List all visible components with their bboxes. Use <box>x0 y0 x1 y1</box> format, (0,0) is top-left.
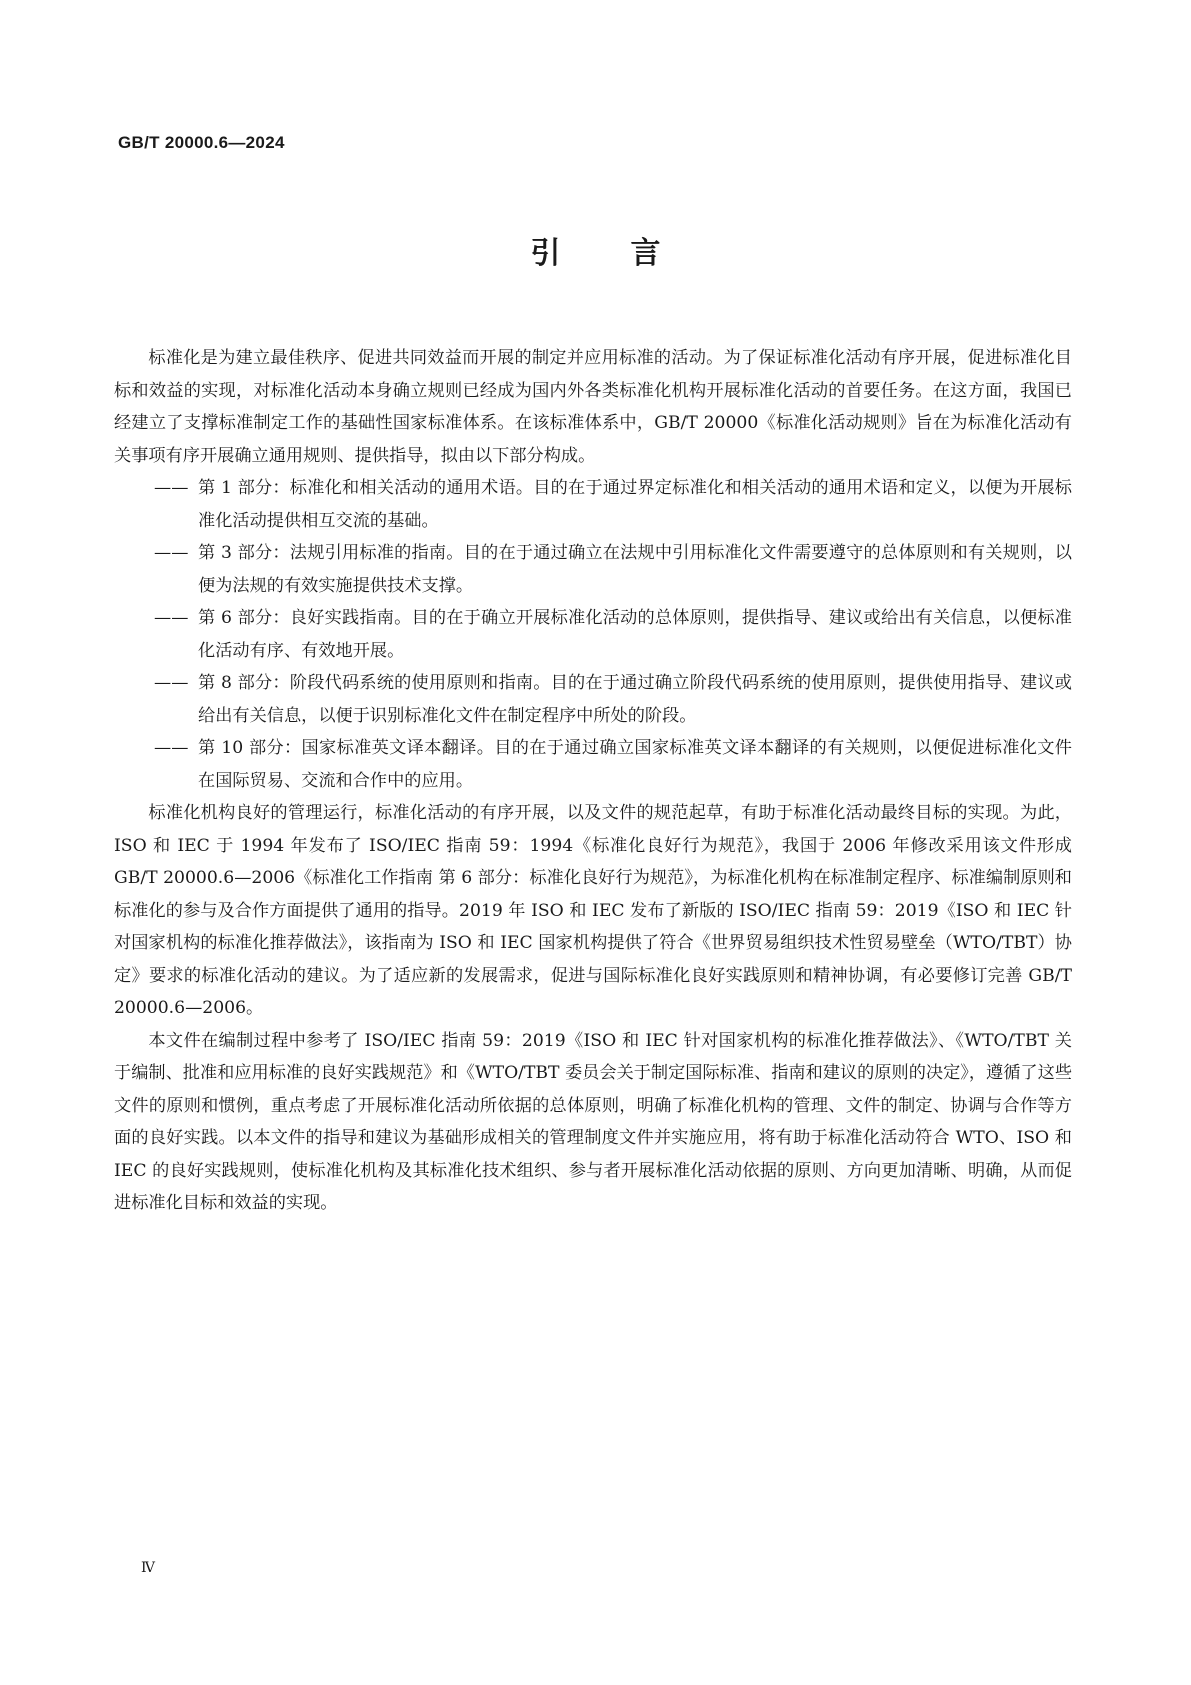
document-body <box>114 342 1072 1220</box>
list-item-text: 第 8 部分：阶段代码系统的使用原则和指南。目的在于通过确立阶段代码系统的使用原则，提供使用指导、建议或给出有关信息，以便于识别标准化文件在制定程序中所处的阶段。 <box>198 673 1072 726</box>
page-title: 引言 <box>530 236 731 271</box>
standard-code: GB/T 20000.6—2024 <box>118 133 285 152</box>
dash-marker: —— <box>154 673 189 693</box>
dash-marker: —— <box>154 738 189 758</box>
dash-marker: —— <box>154 543 189 563</box>
list-item <box>114 602 1072 667</box>
dash-marker: —— <box>154 608 189 628</box>
list-item-text: 第 10 部分：国家标准英文译本翻译。目的在于通过确立国家标准英文译本翻译的有关规则，以便促进标准化文件在国际贸易、交流和合作中的应用。 <box>198 738 1072 791</box>
list-item-text: 第 3 部分：法规引用标准的指南。目的在于通过确立在法规中引用标准化文件需要遵守的总体原则和有关规则，以便为法规的有效实施提供技术支撑。 <box>198 543 1072 596</box>
list-item <box>114 472 1072 537</box>
dash-marker: —— <box>154 478 189 498</box>
intro-paragraph: 标准化是为建立最佳秩序、促进共同效益而开展的制定并应用标准的活动。为了保证标准化活动有序开展，促进标准化目标和效益的实现，对标准化活动本身确立规则已经成为国内外各类标准化机构开展标准化活动的首要任务。在这方面，我国已经建立了支撑标准制定工作的基础性国家标准体系。在该标准体系中，GB/T 20000《标准化活动规则》旨在为标准化活动有关事项有序开展确立通用规则、提供指导，拟由以下部分构成。 <box>114 348 1072 466</box>
list-item <box>114 537 1072 602</box>
page-number: Ⅳ <box>141 1560 155 1576</box>
list-item-text: 第 6 部分：良好实践指南。目的在于确立开展标准化活动的总体原则，提供指导、建议或给出有关信息，以便标准化活动有序、有效地开展。 <box>198 608 1072 661</box>
list-item-text: 第 1 部分：标准化和相关活动的通用术语。目的在于通过界定标准化和相关活动的通用术语和定义，以便为开展标准化活动提供相互交流的基础。 <box>198 478 1072 531</box>
parts-list <box>114 472 1072 797</box>
list-item <box>114 667 1072 732</box>
body-paragraph: 标准化机构良好的管理运行，标准化活动的有序开展，以及文件的规范起草，有助于标准化活动最终目标的实现。为此，ISO 和 IEC 于 1994 年发布了 ISO/IEC 指南 59：1994《标准化良好行为规范》，我国于 2006 年修改采用该文件形成 GB/T 20000.6—2006《标准化工作指南 第 6 部分：标准化良好行为规范》，为标准化机构在标准制定程序、标准编制原则和标准化的参与及合作方面提供了通用的指导。2019 年 ISO 和 IEC 发布了新版的 ISO/IEC 指南 59：2019《ISO 和 IEC 针对国家机构的标准化推荐做法》，该指南为 ISO 和 IEC 国家机构提供了符合《世界贸易组织技术性贸易壁垒（WTO/TBT）协定》要求的标准化活动的建议。为了适应新的发展需求，促进与国际标准化良好实践原则和精神协调，有必要修订完善 GB/T 20000.6—2006。 <box>114 803 1072 1018</box>
list-item <box>114 732 1072 797</box>
body-paragraph: 本文件在编制过程中参考了 ISO/IEC 指南 59：2019《ISO 和 IEC 针对国家机构的标准化推荐做法》、《WTO/TBT 关于编制、批准和应用标准的良好实践规范》和《WTO/TBT 委员会关于制定国际标准、指南和建议的原则的决定》，遵循了这些文件的原则和惯例，重点考虑了开展标准化活动所依据的总体原则，明确了标准化机构的管理、文件的制定、协调与合作等方面的良好实践。以本文件的指导和建议为基础形成相关的管理制度文件并实施应用，将有助于标准化活动符合 WTO、ISO 和 IEC 的良好实践规则，使标准化机构及其标准化技术组织、参与者开展标准化活动依据的原则、方向更加清晰、明确，从而促进标准化目标和效益的实现。 <box>114 1030 1073 1213</box>
